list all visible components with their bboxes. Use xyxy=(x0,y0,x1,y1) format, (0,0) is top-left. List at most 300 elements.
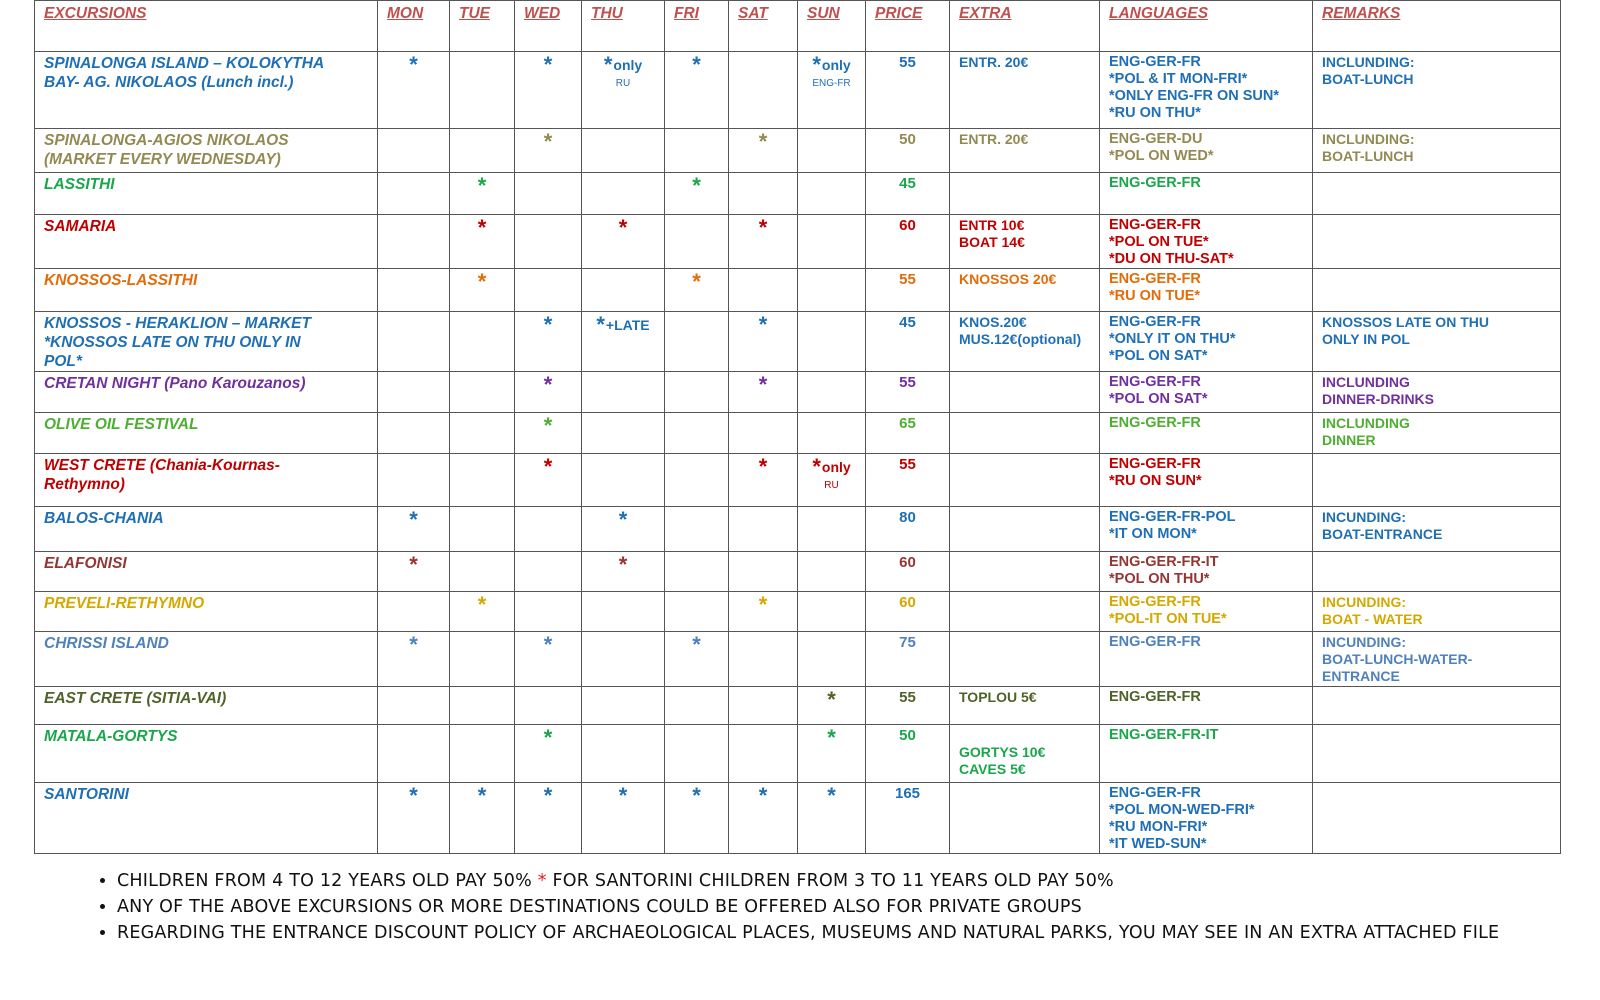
extra-cell xyxy=(950,312,1100,372)
day-cell-wed xyxy=(515,173,582,215)
day-cell-fri xyxy=(665,173,729,215)
availability-star-icon: * xyxy=(812,454,821,479)
languages-cell xyxy=(1100,687,1313,725)
availability-star-icon: * xyxy=(692,173,701,198)
day-cell-mon xyxy=(378,632,450,687)
day-cell-fri xyxy=(665,687,729,725)
remarks-cell xyxy=(1313,507,1561,552)
day-cell-fri xyxy=(665,129,729,173)
excursion-name-line: PREVELI-RETHYMNO xyxy=(44,595,205,612)
languages-cell-line: *POL ON SAT* xyxy=(1109,391,1208,407)
day-cell-tue xyxy=(450,687,515,725)
availability-star-icon: * xyxy=(596,312,605,337)
day-cell-thu xyxy=(582,552,665,592)
day-cell-sun xyxy=(798,129,866,173)
extra-cell xyxy=(950,725,1100,783)
availability-star-icon: * xyxy=(543,725,553,750)
remarks-cell xyxy=(1313,454,1561,507)
remarks-cell-line: BOAT-ENTRANCE xyxy=(1322,526,1443,542)
availability-star-icon: * xyxy=(477,592,487,617)
day-cell-fri xyxy=(665,725,729,783)
day-cell-fri xyxy=(665,215,729,269)
price-cell: 50 xyxy=(866,725,950,783)
languages-cell-line: *POL ON SAT* xyxy=(1109,348,1208,364)
day-cell-tue xyxy=(450,215,515,269)
col-header-excursions: EXCURSIONS xyxy=(35,1,378,52)
remarks-cell-line: DINNER xyxy=(1322,432,1376,448)
languages-cell-line: *POL ON WED* xyxy=(1109,148,1214,164)
excursion-name xyxy=(35,454,378,507)
day-cell-fri xyxy=(665,372,729,413)
table-row xyxy=(35,552,1561,592)
day-cell-sat xyxy=(729,507,798,552)
table-row xyxy=(35,129,1561,173)
remarks-cell-line: INCUNDING: xyxy=(1322,509,1406,525)
languages-cell-line: ENG-GER-FR xyxy=(1109,314,1201,330)
availability-star-icon: * xyxy=(543,413,553,438)
remarks-cell xyxy=(1313,52,1561,129)
excursion-name-line: (MARKET EVERY WEDNESDAY) xyxy=(44,151,281,168)
languages-cell-line: ENG-GER-FR xyxy=(1109,594,1201,610)
remarks-cell-line: INCUNDING: xyxy=(1322,594,1406,610)
excursion-name xyxy=(35,173,378,215)
day-cell-thu xyxy=(582,507,665,552)
remarks-cell-line: INCUNDING: xyxy=(1322,634,1406,650)
day-cell-thu xyxy=(582,454,665,507)
col-header-extra: EXTRA xyxy=(950,1,1100,52)
availability-star-icon: * xyxy=(409,52,418,77)
remarks-cell-line: ENTRANCE xyxy=(1322,668,1400,684)
table-row xyxy=(35,312,1561,372)
day-cell-sun xyxy=(798,413,866,454)
day-cell-sun xyxy=(798,507,866,552)
day-cell-thu xyxy=(582,592,665,632)
day-cell-sun xyxy=(798,725,866,783)
extra-cell-line: BOAT 14€ xyxy=(959,234,1025,250)
day-cell-thu xyxy=(582,269,665,312)
day-cell-fri xyxy=(665,783,729,854)
day-note: only xyxy=(821,57,851,73)
footnote-santorini-children-text: FOR SANTORINI CHILDREN FROM 3 TO 11 YEARS OLD PAY 50% xyxy=(552,871,1114,891)
table-row xyxy=(35,592,1561,632)
languages-cell xyxy=(1100,312,1313,372)
remarks-cell xyxy=(1313,687,1561,725)
price-cell: 165 xyxy=(866,783,950,854)
availability-star-icon: * xyxy=(409,632,418,657)
excursion-name xyxy=(35,725,378,783)
excursion-name-line: Rethymno) xyxy=(44,476,125,493)
remarks-cell xyxy=(1313,592,1561,632)
languages-cell-line: ENG-GER-FR-POL xyxy=(1109,509,1236,525)
day-cell-thu xyxy=(582,632,665,687)
languages-cell xyxy=(1100,413,1313,454)
day-cell-wed xyxy=(515,52,582,129)
languages-cell xyxy=(1100,592,1313,632)
day-cell-fri xyxy=(665,592,729,632)
extra-cell-line: KNOS.20€ xyxy=(959,314,1027,330)
table-row xyxy=(35,783,1561,854)
col-header-fri: FRI xyxy=(665,1,729,52)
languages-cell xyxy=(1100,507,1313,552)
excursion-name xyxy=(35,372,378,413)
excursion-name-line: LASSITHI xyxy=(44,176,115,193)
table-row xyxy=(35,507,1561,552)
languages-cell-line: *RU ON TUE* xyxy=(1109,288,1201,304)
remarks-cell xyxy=(1313,413,1561,454)
day-subnote: RU xyxy=(824,480,839,491)
day-cell-wed xyxy=(515,129,582,173)
excursion-name xyxy=(35,52,378,129)
day-cell-thu xyxy=(582,725,665,783)
extra-cell xyxy=(950,687,1100,725)
price-cell: 55 xyxy=(866,269,950,312)
day-cell-mon xyxy=(378,129,450,173)
excursion-name-line: KNOSSOS - HERAKLION – MARKET xyxy=(44,315,311,332)
languages-cell xyxy=(1100,269,1313,312)
day-cell-sat xyxy=(729,173,798,215)
languages-cell-line: *RU ON THU* xyxy=(1109,105,1201,121)
availability-star-icon: * xyxy=(827,725,836,750)
day-cell-sun xyxy=(798,372,866,413)
day-cell-thu xyxy=(582,215,665,269)
day-cell-wed xyxy=(515,312,582,372)
languages-cell-line: *IT ON MON* xyxy=(1109,526,1197,542)
day-cell-fri xyxy=(665,52,729,129)
availability-star-icon: * xyxy=(758,372,768,397)
day-cell-fri xyxy=(665,454,729,507)
table-row xyxy=(35,269,1561,312)
day-cell-sun xyxy=(798,687,866,725)
day-cell-sat xyxy=(729,269,798,312)
price-cell: 55 xyxy=(866,372,950,413)
languages-cell xyxy=(1100,783,1313,854)
remarks-cell-line: KNOSSOS LATE ON THU xyxy=(1322,314,1489,330)
languages-cell-line: *POL-IT ON TUE* xyxy=(1109,611,1227,627)
day-cell-thu xyxy=(582,312,665,372)
availability-star-icon: * xyxy=(618,507,628,532)
footnote-children-text: CHILDREN FROM 4 TO 12 YEARS OLD PAY 50% xyxy=(117,871,532,891)
day-cell-wed xyxy=(515,725,582,783)
extra-cell xyxy=(950,173,1100,215)
day-cell-tue xyxy=(450,52,515,129)
day-cell-tue xyxy=(450,783,515,854)
excursion-name-line: MATALA-GORTYS xyxy=(44,728,178,745)
availability-star-icon: * xyxy=(692,783,701,808)
remarks-cell-line: DINNER-DRINKS xyxy=(1322,391,1434,407)
remarks-cell xyxy=(1313,269,1561,312)
day-cell-tue xyxy=(450,269,515,312)
availability-star-icon: * xyxy=(409,507,418,532)
remarks-cell xyxy=(1313,173,1561,215)
day-cell-tue xyxy=(450,632,515,687)
excursion-name xyxy=(35,632,378,687)
extra-cell-line: MUS.12€(optional) xyxy=(959,331,1082,347)
day-cell-mon xyxy=(378,552,450,592)
excursion-name xyxy=(35,413,378,454)
day-cell-tue xyxy=(450,507,515,552)
day-cell-tue xyxy=(450,173,515,215)
remarks-cell-line: BOAT-LUNCH xyxy=(1322,148,1414,164)
availability-star-icon: * xyxy=(543,129,553,154)
header-row xyxy=(35,1,1561,52)
languages-cell xyxy=(1100,215,1313,269)
day-cell-sat xyxy=(729,725,798,783)
availability-star-icon: * xyxy=(758,592,768,617)
languages-cell-line: ENG-GER-FR xyxy=(1109,689,1201,705)
col-header-remarks: REMARKS xyxy=(1313,1,1561,52)
availability-star-icon: * xyxy=(603,52,613,77)
excursion-name-line: BALOS-CHANIA xyxy=(44,510,164,527)
languages-cell-line: ENG-GER-FR xyxy=(1109,785,1201,801)
languages-cell-line: *POL & IT MON-FRI* xyxy=(1109,71,1248,87)
table-body xyxy=(35,52,1561,854)
col-header-wed: WED xyxy=(515,1,582,52)
day-cell-fri xyxy=(665,269,729,312)
extra-cell xyxy=(950,413,1100,454)
languages-cell-line: ENG-GER-FR xyxy=(1109,374,1201,390)
languages-cell-line: ENG-GER-FR xyxy=(1109,456,1201,472)
remarks-cell xyxy=(1313,552,1561,592)
day-cell-tue xyxy=(450,725,515,783)
remarks-cell xyxy=(1313,372,1561,413)
availability-star-icon: * xyxy=(477,269,487,294)
excursion-name xyxy=(35,269,378,312)
availability-star-icon: * xyxy=(758,215,768,240)
excursion-schedule-table xyxy=(34,0,1561,854)
languages-cell-line: *IT WED-SUN* xyxy=(1109,836,1207,852)
table-row xyxy=(35,372,1561,413)
remarks-cell-line: INCLUNDING: xyxy=(1322,54,1415,70)
availability-star-icon: * xyxy=(543,372,553,397)
excursion-name-line: EAST CRETE (SITIA-VAI) xyxy=(44,690,227,707)
day-cell-sat xyxy=(729,129,798,173)
availability-star-icon: * xyxy=(758,312,768,337)
day-cell-mon xyxy=(378,173,450,215)
availability-star-icon: * xyxy=(543,454,553,479)
table-row xyxy=(35,215,1561,269)
availability-star-icon: * xyxy=(758,454,768,479)
availability-star-icon: * xyxy=(477,783,487,808)
remarks-cell-line: BOAT-LUNCH xyxy=(1322,71,1414,87)
day-cell-sun xyxy=(798,52,866,129)
day-cell-sat xyxy=(729,52,798,129)
price-cell: 55 xyxy=(866,52,950,129)
remarks-cell xyxy=(1313,215,1561,269)
price-cell: 45 xyxy=(866,312,950,372)
day-cell-thu xyxy=(582,783,665,854)
day-cell-sat xyxy=(729,372,798,413)
languages-cell xyxy=(1100,454,1313,507)
price-cell: 60 xyxy=(866,552,950,592)
day-cell-mon xyxy=(378,454,450,507)
excursion-name-line: *KNOSSOS LATE ON THU ONLY IN xyxy=(44,334,301,351)
excursion-name-line: CHRISSI ISLAND xyxy=(44,635,169,652)
excursion-name-line: ELAFONISI xyxy=(44,555,127,572)
remarks-cell xyxy=(1313,632,1561,687)
footnote-children xyxy=(117,868,1577,894)
excursion-name-line: SPINALONGA-AGIOS NIKOLAOS xyxy=(44,132,289,149)
extra-cell xyxy=(950,269,1100,312)
remarks-cell-line: INCLUNDING xyxy=(1322,374,1410,390)
excursion-name-line: SPINALONGA ISLAND – KOLOKYTHA xyxy=(44,55,325,72)
day-cell-sat xyxy=(729,687,798,725)
day-cell-thu xyxy=(582,372,665,413)
languages-cell-line: *DU ON THU-SAT* xyxy=(1109,251,1234,267)
day-cell-wed xyxy=(515,269,582,312)
day-cell-wed xyxy=(515,592,582,632)
remarks-cell-line: BOAT-LUNCH-WATER- xyxy=(1322,651,1473,667)
table-row xyxy=(35,52,1561,129)
day-cell-sun xyxy=(798,215,866,269)
availability-star-icon: * xyxy=(812,52,821,77)
languages-cell-line: ENG-GER-FR-IT xyxy=(1109,727,1219,743)
extra-cell xyxy=(950,783,1100,854)
availability-star-icon: * xyxy=(758,783,768,808)
day-cell-sun xyxy=(798,592,866,632)
col-header-sat: SAT xyxy=(729,1,798,52)
extra-cell-line: ENTR 10€ xyxy=(959,217,1025,233)
availability-star-icon: * xyxy=(409,552,418,577)
availability-star-icon: * xyxy=(543,632,553,657)
languages-cell-line: ENG-GER-FR xyxy=(1109,175,1201,191)
price-cell: 60 xyxy=(866,215,950,269)
excursion-name xyxy=(35,592,378,632)
excursion-name xyxy=(35,552,378,592)
col-header-thu: THU xyxy=(582,1,665,52)
excursion-name-line: SAMARIA xyxy=(44,218,117,235)
day-cell-thu xyxy=(582,687,665,725)
day-cell-wed xyxy=(515,783,582,854)
availability-star-icon: * xyxy=(692,52,701,77)
extra-cell xyxy=(950,632,1100,687)
day-cell-sat xyxy=(729,454,798,507)
languages-cell xyxy=(1100,725,1313,783)
remarks-cell xyxy=(1313,725,1561,783)
day-cell-mon xyxy=(378,413,450,454)
day-cell-sat xyxy=(729,312,798,372)
excursion-name-line: KNOSSOS-LASSITHI xyxy=(44,272,198,289)
day-cell-tue xyxy=(450,592,515,632)
day-cell-wed xyxy=(515,507,582,552)
day-cell-sun xyxy=(798,454,866,507)
day-cell-wed xyxy=(515,687,582,725)
day-cell-thu xyxy=(582,52,665,129)
excursion-name xyxy=(35,507,378,552)
excursion-name-line: WEST CRETE (Chania-Kournas- xyxy=(44,457,280,474)
day-cell-fri xyxy=(665,552,729,592)
languages-cell-line: ENG-GER-FR xyxy=(1109,415,1201,431)
day-cell-sun xyxy=(798,269,866,312)
languages-cell-line: *POL ON THU* xyxy=(1109,571,1210,587)
extra-cell xyxy=(950,552,1100,592)
availability-star-icon: * xyxy=(477,215,487,240)
day-cell-wed xyxy=(515,372,582,413)
remarks-cell-line: INCLUNDING xyxy=(1322,415,1410,431)
table-row xyxy=(35,454,1561,507)
extra-cell xyxy=(950,507,1100,552)
excursion-name-line: BAY- AG. NIKOLAOS (Lunch incl.) xyxy=(44,74,294,91)
day-cell-mon xyxy=(378,783,450,854)
table-row xyxy=(35,687,1561,725)
excursion-name xyxy=(35,312,378,372)
day-cell-thu xyxy=(582,173,665,215)
day-cell-sun xyxy=(798,312,866,372)
day-note: only xyxy=(821,459,851,475)
languages-cell-line: ENG-GER-FR xyxy=(1109,54,1201,70)
extra-cell-line xyxy=(959,727,1090,744)
price-cell: 60 xyxy=(866,592,950,632)
day-cell-tue xyxy=(450,552,515,592)
day-cell-tue xyxy=(450,413,515,454)
price-cell: 75 xyxy=(866,632,950,687)
extra-cell xyxy=(950,372,1100,413)
remarks-cell-line: ONLY IN POL xyxy=(1322,331,1410,347)
table-row xyxy=(35,413,1561,454)
extra-cell xyxy=(950,129,1100,173)
extra-cell-line: KNOSSOS 20€ xyxy=(959,271,1057,287)
languages-cell xyxy=(1100,129,1313,173)
day-cell-sat xyxy=(729,413,798,454)
day-cell-wed xyxy=(515,552,582,592)
day-cell-fri xyxy=(665,413,729,454)
table-row xyxy=(35,725,1561,783)
extra-cell-line: GORTYS 10€ xyxy=(959,744,1046,760)
day-cell-mon xyxy=(378,269,450,312)
availability-star-icon: * xyxy=(827,783,836,808)
day-cell-mon xyxy=(378,312,450,372)
price-cell: 55 xyxy=(866,454,950,507)
remarks-cell-line: INCLUNDING: xyxy=(1322,131,1415,147)
day-cell-mon xyxy=(378,372,450,413)
availability-star-icon: * xyxy=(409,783,418,808)
extra-cell-line: ENTR. 20€ xyxy=(959,131,1029,147)
languages-cell xyxy=(1100,552,1313,592)
availability-star-icon: * xyxy=(827,687,836,712)
day-cell-sat xyxy=(729,783,798,854)
languages-cell-line: *RU ON SUN* xyxy=(1109,473,1202,489)
availability-star-icon: * xyxy=(543,52,553,77)
availability-star-icon: * xyxy=(618,215,628,240)
languages-cell-line: ENG-GER-DU xyxy=(1109,131,1203,147)
languages-cell-line: *POL MON-WED-FRI* xyxy=(1109,802,1255,818)
day-cell-tue xyxy=(450,312,515,372)
red-asterisk: * xyxy=(537,871,547,891)
languages-cell-line: *ONLY IT ON THU* xyxy=(1109,331,1236,347)
languages-cell xyxy=(1100,173,1313,215)
day-cell-mon xyxy=(378,52,450,129)
day-cell-mon xyxy=(378,507,450,552)
languages-cell-line: ENG-GER-FR xyxy=(1109,217,1201,233)
col-header-mon: MON xyxy=(378,1,450,52)
languages-cell xyxy=(1100,632,1313,687)
price-cell: 45 xyxy=(866,173,950,215)
price-cell: 50 xyxy=(866,129,950,173)
day-cell-tue xyxy=(450,372,515,413)
extra-cell xyxy=(950,215,1100,269)
day-cell-sat xyxy=(729,215,798,269)
availability-star-icon: * xyxy=(477,173,487,198)
day-subnote: ENG-FR xyxy=(812,78,851,89)
day-cell-fri xyxy=(665,632,729,687)
day-cell-sat xyxy=(729,632,798,687)
availability-star-icon: * xyxy=(618,552,628,577)
extra-cell-line: CAVES 5€ xyxy=(959,761,1026,777)
table-row xyxy=(35,632,1561,687)
table-row xyxy=(35,173,1561,215)
col-header-price: PRICE xyxy=(866,1,950,52)
excursion-name xyxy=(35,215,378,269)
languages-cell-line: ENG-GER-FR xyxy=(1109,271,1201,287)
